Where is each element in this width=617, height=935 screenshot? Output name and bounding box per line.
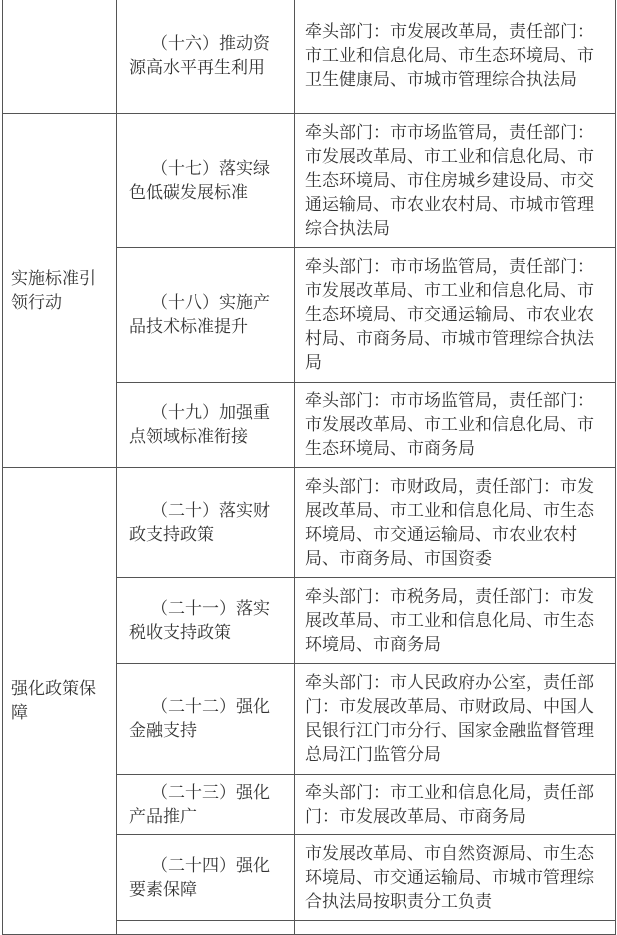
department-cell: 牵头部门：市人民政府办公室，责任部门：市发展改革局、市财政局、中国人民银行江门市分行、国家金融监督管理总局江门监管分局 — [295, 664, 616, 775]
department-cell: 市发展改革局、市自然资源局、市生态环境局、市交通运输局、市城市管理综合执法局按职责分工负责 — [295, 835, 616, 921]
task-cell: （二十四）强化要素保障 — [117, 835, 295, 921]
department-cell: 牵头部门：市财政局，责任部门：市发展改革局、市工业和信息化局、市生态环境局、市交通运输局、市农业农村局、市商务局、市国资委 — [295, 468, 616, 578]
department-cell: 牵头部门：市市场监管局，责任部门：市发展改革局、市工业和信息化局、市生态环境局、市交通运输局、市农业农村局、市商务局、市城市管理综合执法局 — [295, 248, 616, 383]
table-row — [3, 114, 616, 248]
table-row — [3, 468, 616, 578]
task-cell: （十六）推动资源高水平再生利用 — [117, 0, 295, 114]
task-cell: （二十）落实财政支持政策 — [117, 468, 295, 578]
department-cell: 牵头部门：市税务局，责任部门：市发展改革局、市工业和信息化局、市生态环境局、市商务局 — [295, 578, 616, 664]
category-cell: 实施标准引领行动 — [3, 114, 117, 468]
task-cell: （二十一）落实税收支持政策 — [117, 578, 295, 664]
department-cell: 牵头部门：市市场监管局，责任部门：市发展改革局、市工业和信息化局、市生态环境局、市住房城乡建设局、市交通运输局、市农业农村局、市城市管理综合执法局 — [295, 114, 616, 248]
category-cell — [3, 0, 117, 114]
table-row — [3, 0, 616, 114]
task-cell: （二十三）强化产品推广 — [117, 775, 295, 835]
task-table — [2, 0, 616, 935]
department-cell: 牵头部门：市市场监管局，责任部门：市发展改革局、市工业和信息化局、市生态环境局、市商务局 — [295, 383, 616, 468]
task-cell: （十七）落实绿色低碳发展标准 — [117, 114, 295, 248]
department-cell: 牵头部门：市发展改革局，责任部门：市工业和信息化局、市生态环境局、市卫生健康局、市城市管理综合执法局 — [295, 0, 616, 114]
task-cell: （二十二）强化金融支持 — [117, 664, 295, 775]
department-cell: 牵头部门：市工业和信息化局，责任部门：市发展改革局、市商务局 — [295, 775, 616, 835]
task-cell: （十八）实施产品技术标准提升 — [117, 248, 295, 383]
task-cell: （十九）加强重点领域标准衔接 — [117, 383, 295, 468]
category-cell: 强化政策保障 — [3, 468, 117, 935]
